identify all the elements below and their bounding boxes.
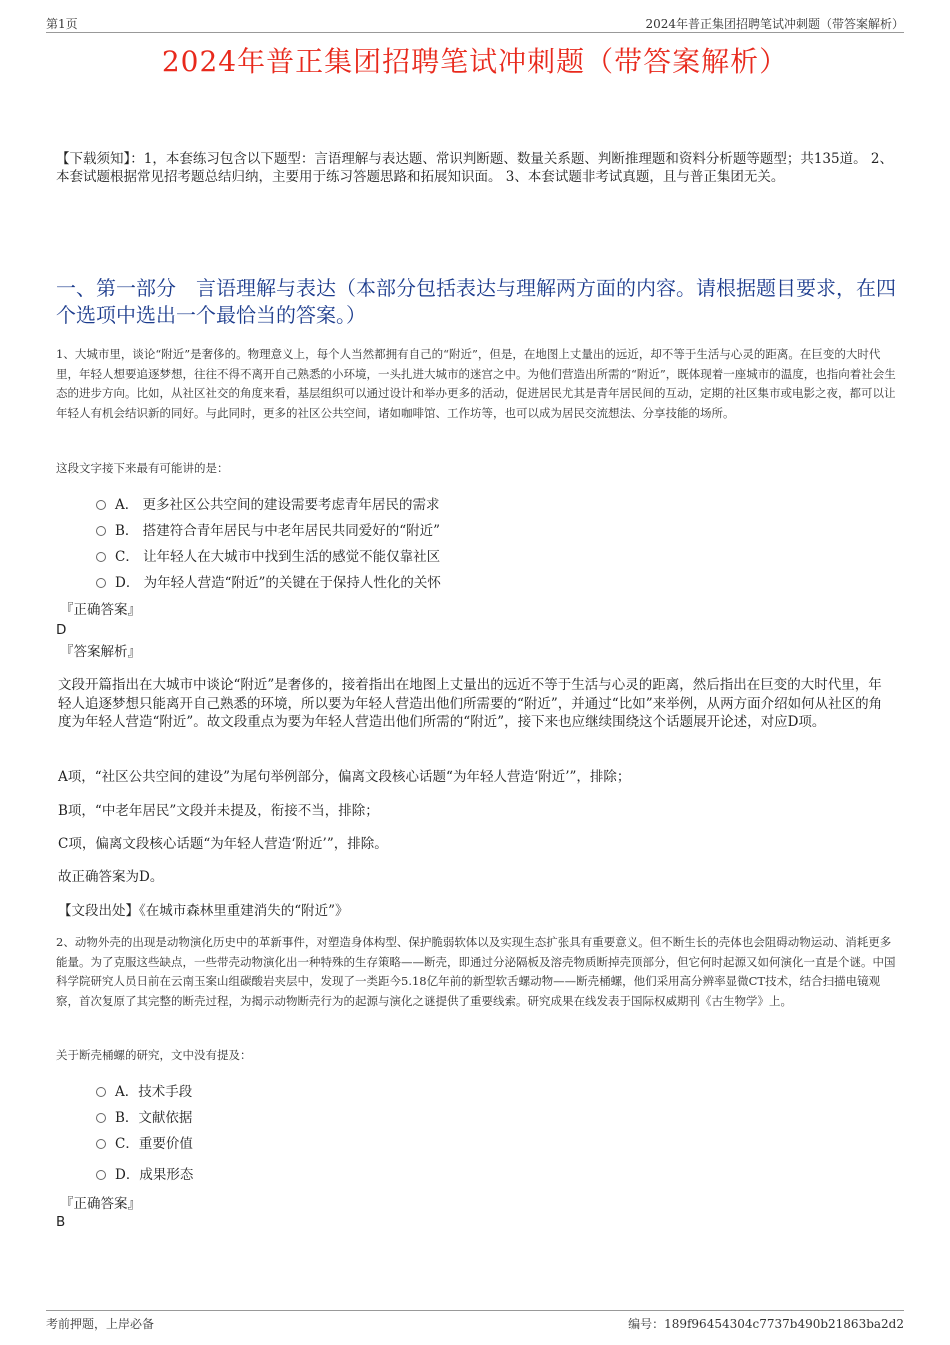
q1-source: 【文段出处】《在城市森林里重建消失的“附近”》 — [58, 903, 349, 919]
q1-analysis-a: A项，“社区公共空间的建设”为尾句举例部分，偏离文段核心话题“为年轻人营造‘附近’”，排除； — [58, 769, 631, 785]
radio-icon[interactable] — [96, 500, 106, 510]
q2-option-c[interactable]: C．重要价值 — [96, 1134, 193, 1154]
q2-option-d[interactable]: D．成果形态 — [96, 1165, 193, 1185]
q1-option-a[interactable]: A． 更多社区公共空间的建设需要考虑青年居民的需求 — [96, 495, 440, 515]
radio-icon[interactable] — [96, 1170, 106, 1180]
footer-slogan: 考前押题，上岸必备 — [46, 1317, 155, 1331]
page-header — [46, 14, 904, 33]
section-title: 一、第一部分 言语理解与表达（本部分包括表达与理解两方面的内容。请根据题目要求，在四个选项中选出一个最恰当的答案。） — [56, 276, 896, 327]
radio-icon[interactable] — [96, 578, 106, 588]
q1-answer: D — [56, 622, 67, 638]
q1-analysis: 文段开篇指出在大城市中谈论“附近”是奢侈的，接着指出在地图上丈量出的远近不等于生活与心灵的距离，然后指出在巨变的大时代里，年轻人追逐梦想只能离开自己熟悉的环境，所以要为年轻人营造出他们所需要的“附近”，并通过“比如”来举例，从两方面介绍如何从社区的角度为年轻人营造“附近”。故文段重点为要为年轻人营造出他们所需的“附近”，接下来也应继续围绕这个话题展开论述，对应D项。 — [58, 677, 883, 730]
q2-option-b[interactable]: B．文献依据 — [96, 1108, 192, 1128]
footer-serial: 编号：189f96454304c7737b490b21863ba2d2 — [628, 1317, 904, 1331]
download-notice: 【下载须知】：1，本套练习包含以下题型：言语理解与表达题、常识判断题、数量关系题、判断推理题和资料分析题等题型；共135道。 2、本套试题根据常见招考题总结归纳，主要用于练习答题思路和拓展知识面。 3、本套试题非考试真题，且与普正集团无关。 — [56, 151, 893, 185]
page-footer — [46, 1310, 904, 1331]
q1-answer-label: 『正确答案』 — [60, 602, 141, 618]
q1-passage: 1、大城市里，谈论“附近”是奢侈的。物理意义上，每个人当然都拥有自己的“附近”，但是，在地图上丈量出的远近，却不等于生活与心灵的距离。在巨变的大时代里，年轻人想要追逐梦想，往往不得不离开自己熟悉的小环境，一头扎进大城市的迷宫之中。为他们营造出所需的“附近”，既体现着一座城市的温度，也指向着社会生态的进步方向。比如，从社区社交的角度来看，基层组织可以通过设计和举办更多的活动，促进居民尤其是青年居民间的互动，定期的社区集市或电影之夜，都可以让年轻人有机会结识新的同好。与此同时，更多的社区公共空间，诸如咖啡馆、工作坊等，也可以成为居民交流想法、分享技能的场所。 — [56, 347, 896, 420]
q2-question: 关于断壳桶螺的研究，文中没有提及： — [56, 1048, 252, 1062]
radio-icon[interactable] — [96, 552, 106, 562]
q1-option-c[interactable]: C． 让年轻人在大城市中找到生活的感觉不能仅靠社区 — [96, 547, 440, 567]
q1-option-b[interactable]: B． 搭建符合青年居民与中老年居民共同爱好的“附近” — [96, 521, 440, 541]
q1-question: 这段文字接下来最有可能讲的是： — [56, 461, 229, 475]
q2-answer: B — [56, 1214, 66, 1230]
q2-option-a[interactable]: A．技术手段 — [96, 1082, 192, 1102]
radio-icon[interactable] — [96, 1087, 106, 1097]
q1-option-d[interactable]: D． 为年轻人营造“附近”的关键在于保持人性化的关怀 — [96, 573, 441, 593]
page-number: 第1页 — [46, 17, 78, 31]
q2-passage: 2、动物外壳的出现是动物演化历史中的革新事件，对塑造身体构型、保护脆弱软体以及实现生态扩张具有重要意义。但不断生长的壳体也会阻碍动物运动、消耗更多能量。为了克服这些缺点，一些带壳动物演化出一种特殊的生存策略——断壳，即通过分泌隔板及溶壳物质断掉壳顶部分，但它何时起源又如何演化一直是个谜。中国科学院研究人员日前在云南玉案山组碳酸岩夹层中，发现了一类距今5.18亿年前的新型软舌螺动物——断壳桶螺，他们采用高分辨率显微CT技术，结合扫描电镜观察，首次复原了其完整的断壳过程，为揭示动物断壳行为的起源与演化之谜提供了重要线索。研究成果在线发表于国际权威期刊《古生物学》上。 — [56, 935, 896, 1008]
radio-icon[interactable] — [96, 1139, 106, 1149]
document-title: 2024年普正集团招聘笔试冲刺题（带答案解析） — [161, 45, 789, 78]
q1-conclusion: 故正确答案为D。 — [58, 869, 164, 885]
q1-analysis-b: B项，“中老年居民”文段并未提及，衔接不当，排除； — [58, 803, 379, 819]
q2-answer-label: 『正确答案』 — [60, 1196, 141, 1212]
q1-analysis-label: 『答案解析』 — [60, 644, 141, 660]
header-doc-title: 2024年普正集团招聘笔试冲刺题（带答案解析） — [645, 17, 904, 31]
radio-icon[interactable] — [96, 526, 106, 536]
radio-icon[interactable] — [96, 1113, 106, 1123]
q1-analysis-c: C项，偏离文段核心话题“为年轻人营造‘附近’”，排除。 — [58, 836, 388, 852]
